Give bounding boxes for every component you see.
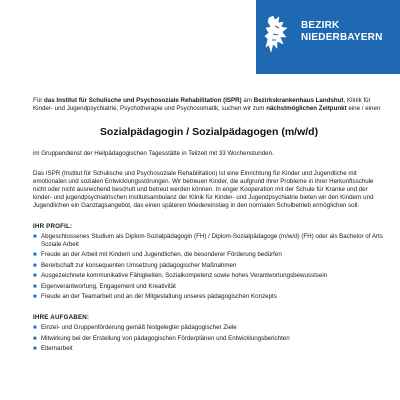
bullet-icon: ■ — [33, 293, 37, 300]
intro-text-3: , Klinik für Kinder- und Jugendpsychiatrie, Psychotherapie und Psychosomatik, suchen wir zum — [33, 97, 371, 113]
job-title: Sozialpädagogin / Sozialpädagogen (m/w/d) — [99, 126, 319, 139]
bullet-icon: ■ — [33, 262, 37, 269]
intro-paragraph — [33, 97, 385, 113]
bavarian-panther-crest-icon — [263, 14, 293, 58]
list-item — [33, 251, 385, 259]
list-item-text: Elternarbeit — [41, 345, 73, 353]
bullet-icon: ■ — [33, 335, 37, 342]
list-item-text: Abgeschlossenes Studium als Diplom-Sozialpädagogin (FH) / Diplom-Sozialpädagoge (m/w/d) (FH) oder als Bachelor of Arts Soziale Arbeit — [41, 232, 383, 249]
job-subtitle: im Gruppendienst der Heilpädagogischen Tagesstätte in Teilzeit mit 33 Wochenstunden. — [33, 150, 274, 158]
bullet-icon: ■ — [33, 283, 37, 290]
intro-hospital: Bezirkskrankenhaus Landshut — [253, 97, 344, 104]
bullet-icon: ■ — [33, 273, 37, 280]
tasks-list — [33, 324, 385, 353]
brand-line-2: NIEDERBAYERN — [301, 32, 383, 43]
profile-list — [33, 233, 385, 301]
intro-text-2: am — [241, 97, 254, 104]
list-item — [33, 262, 385, 270]
bullet-icon: ■ — [33, 325, 37, 332]
list-item-text: Freude an der Arbeit mit Kindern und Jugendlichen, die besonderer Förderung bedürfen — [41, 251, 282, 259]
list-item-text: Freude an der Teamarbeit und an der Mitgestaltung unseres pädagogischen Konzepts — [41, 292, 277, 300]
list-item-text: Einzel- und Gruppenförderung gemäß festgelegter pädagogischer Ziele — [41, 324, 237, 332]
list-item — [33, 272, 385, 280]
list-item — [33, 324, 385, 332]
institute-description: Das ISPR (Institut für Schulische und Psychosoziale Rehabilitation) ist eine Einrichtung für Kinder und Jugendliche mit emotionalen und sozialen Entwicklungsstörungen. Wir betreuen Kinder, die aufgrund ihrer Probleme in ihrer Herkunftsschule nicht oder nicht ausreichend beschult und betreut werden können. In enger Kooperation mit der Schule für Kranke und der kinder- und jugendpsychiatrischen Institutsambulanz der Klinik für Kinder- und Jugendpsychiatrie bieten wir den Kindern und Jugendlichen ein Ganztagsangebot, das einen späteren Wiedereinstieg in den normalen Schulbetrieb ermöglichen soll. — [33, 169, 374, 210]
brand-name — [301, 20, 383, 44]
job-posting — [33, 97, 385, 366]
list-item-text: Eigenverantwortung, Engagement und Kreativität — [41, 282, 176, 290]
list-item — [33, 283, 385, 291]
intro-text-1: Für — [33, 97, 45, 104]
intro-start-date: nächstmöglichen Zeitpunkt — [266, 105, 347, 113]
list-item — [33, 293, 385, 301]
list-item — [33, 233, 385, 249]
page-header — [0, 0, 400, 74]
bullet-icon: ■ — [33, 233, 37, 240]
brand-line-1: BEZIRK — [301, 20, 340, 31]
list-item — [33, 335, 385, 343]
list-item-text: Ausgezeichnete kommunikative Fähigkeiten, Sozialkompetenz sowie hohes Verantwortungsbewusstsein — [41, 272, 328, 280]
bullet-icon: ■ — [33, 252, 37, 259]
intro-institute: das Institut für Schulische und Psychosoziale Rehabilitation (ISPR) — [44, 97, 242, 104]
intro-text-4: eine / einen — [346, 105, 381, 113]
list-item — [33, 345, 385, 353]
profile-heading: IHR PROFIL: — [33, 222, 73, 230]
list-item-text: Mitwirkung bei der Erstellung von pädagogischen Förderplänen und Entwicklungsberichten — [41, 334, 290, 342]
tasks-heading: IHRE AUFGABEN: — [33, 314, 90, 322]
bullet-icon: ■ — [33, 346, 37, 353]
list-item-text: Bereitschaft zur konsequenten Umsetzung pädagogischer Maßnahmen — [41, 261, 237, 269]
